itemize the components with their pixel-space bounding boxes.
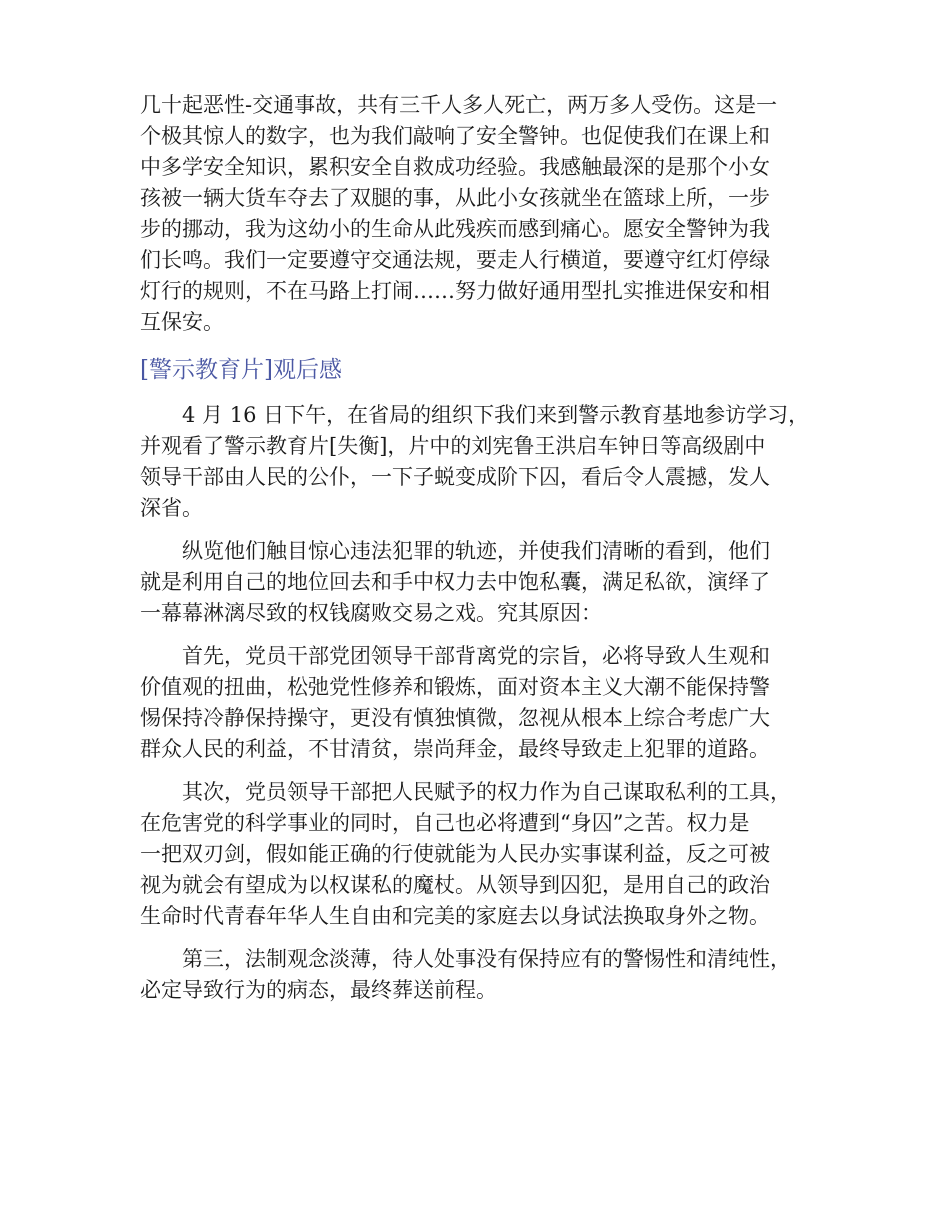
intro-paragraph: [140, 90, 840, 338]
document-page: [140, 90, 840, 1018]
paragraph-second-reason: [140, 777, 840, 932]
text-line: 灯行的规则，不在马路上打闹……努力做好通用型扎实推进保安和相: [140, 279, 770, 303]
text-line: 中多学安全知识，累积安全自救成功经验。我感触最深的是那个小女: [140, 155, 770, 179]
text-line: 惕保持冷静保持操守，更没有慎独慎微，忽视从根本上综合考虑广大: [140, 706, 770, 730]
text-line: 就是利用自己的地位回去和手中权力去中饱私囊，满足私欲，演绎了: [140, 570, 770, 594]
text-line: 们长鸣。我们一定要遵守交通法规，要走人行横道，要遵守红灯停绿: [140, 248, 770, 272]
text-line: 价值观的扭曲，松弛党性修养和锻炼，面对资本主义大潮不能保持警: [140, 675, 770, 699]
paragraph-third-reason: [140, 944, 840, 1006]
text-line: 个极其惊人的数字，也为我们敲响了安全警钟。也促使我们在课上和: [140, 124, 770, 148]
section-title: [警示教育片]观后感: [140, 357, 342, 383]
text-line: 并观看了警示教育片[失衡]，片中的刘宪鲁王洪启车钟日等高级剧中: [140, 434, 766, 458]
text-line: 步的挪动，我为这幼小的生命从此残疾而感到痛心。愿安全警钟为我: [140, 217, 770, 241]
text-line: 必定导致行为的病态，最终葬送前程。: [140, 978, 497, 1002]
text-line: 孩被一辆大货车夺去了双腿的事，从此小女孩就坐在篮球上所，一步: [140, 186, 770, 210]
text-line: 4 月 16 日下午，在省局的组织下我们来到警示教育基地参访学习，: [182, 403, 810, 427]
text-line: 一把双刃剑，假如能正确的行使就能为人民办实事谋利益，反之可被: [140, 842, 770, 866]
text-line: 第三，法制观念淡薄，待人处事没有保持应有的警惕性和清纯性，: [182, 947, 791, 971]
paragraph-visit: [140, 400, 840, 524]
text-line: 纵览他们触目惊心违法犯罪的轨迹，并使我们清晰的看到，他们: [182, 539, 770, 563]
text-line: 一幕幕淋漓尽致的权钱腐败交易之戏。究其原因：: [140, 601, 602, 625]
paragraph-overview: [140, 536, 840, 629]
text-line: 几十起恶性-交通事故，共有三千人多人死亡，两万多人受伤。这是一: [140, 93, 778, 117]
text-line: 生命时代青春年华人生自由和完美的家庭去以身试法换取身外之物。: [140, 904, 770, 928]
text-line: 深省。: [140, 496, 203, 520]
text-line: 其次，党员领导干部把人民赋予的权力作为自己谋取私利的工具，: [182, 780, 791, 804]
text-line: 互保安。: [140, 310, 224, 334]
text-line: 群众人民的利益，不甘清贫，崇尚拜金，最终导致走上犯罪的道路。: [140, 737, 770, 761]
paragraph-first-reason: [140, 641, 840, 765]
text-line: 首先，党员干部党团领导干部背离党的宗旨，必将导致人生观和: [182, 644, 770, 668]
text-line: 领导干部由人民的公仆，一下子蜕变成阶下囚，看后令人震撼，发人: [140, 465, 770, 489]
text-line: 视为就会有望成为以权谋私的魔杖。从领导到囚犯，是用自己的政治: [140, 873, 770, 897]
text-line: 在危害党的科学事业的同时，自己也必将遭到“身囚”之苦。权力是: [140, 811, 750, 835]
